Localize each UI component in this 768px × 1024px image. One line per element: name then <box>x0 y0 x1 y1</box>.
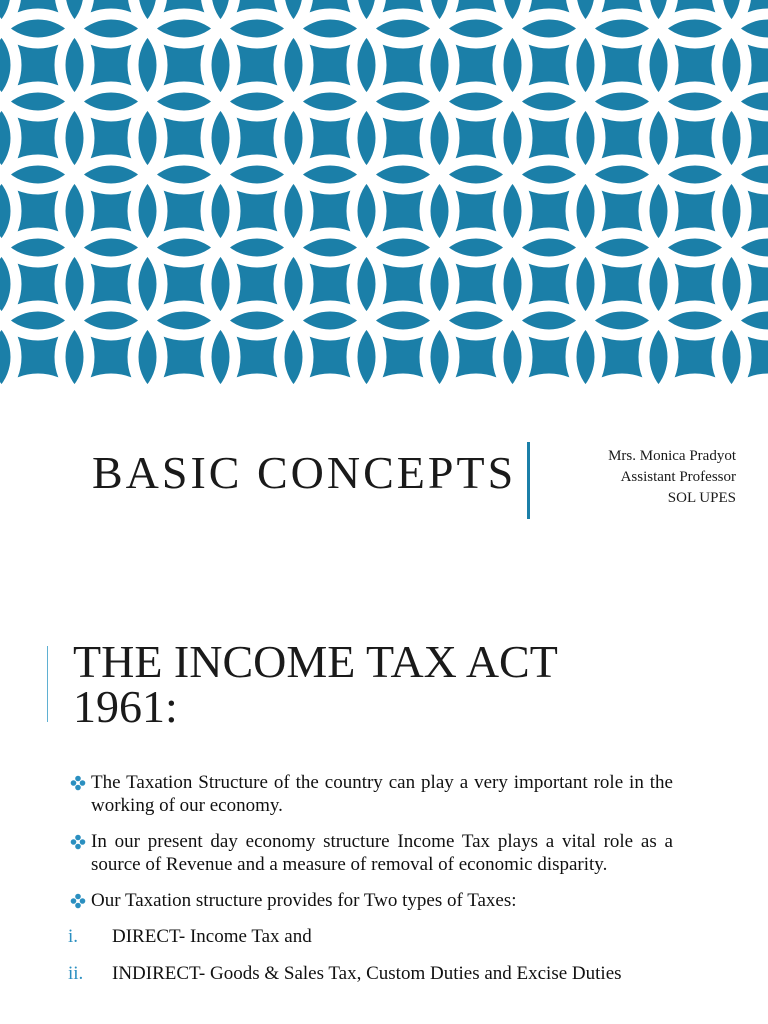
bullet-item <box>70 771 673 817</box>
numbered-text: DIRECT- Income Tax and <box>112 926 312 947</box>
numbered-marker: i. <box>68 926 79 947</box>
diamond-bullet-icon <box>70 893 86 909</box>
bullet-text: In our present day economy structure Income Tax plays a vital role as a source of Revenue and a measure of removal of economic disparity. <box>91 831 673 875</box>
author-name: Mrs. Monica Pradyot <box>608 448 736 464</box>
bullet-item <box>70 830 673 876</box>
content-title <box>73 636 693 732</box>
bullet-item <box>70 889 673 912</box>
content-title-line2: 1961: <box>73 681 178 732</box>
title-divider <box>527 442 530 519</box>
numbered-text: INDIRECT- Goods & Sales Tax, Custom Duties and Excise Duties <box>112 963 622 984</box>
title-accent-line <box>47 646 48 722</box>
diamond-bullet-icon <box>70 775 86 791</box>
content-body <box>70 771 673 999</box>
bullet-text: The Taxation Structure of the country can play a very important role in the working of our economy. <box>91 772 673 816</box>
title-slide <box>0 384 768 599</box>
author-institution: SOL UPES <box>667 490 736 506</box>
cover-pattern-banner <box>0 0 768 384</box>
numbered-marker: ii. <box>68 963 84 984</box>
numbered-item <box>70 962 673 985</box>
author-block <box>608 446 736 509</box>
diamond-bullet-icon <box>70 834 86 850</box>
author-role: Assistant Professor <box>620 469 736 485</box>
content-title-line1: THE INCOME TAX ACT <box>73 636 558 687</box>
numbered-item <box>70 925 673 948</box>
content-slide <box>0 599 768 1024</box>
slide-title: BASIC CONCEPTS <box>92 447 517 498</box>
bullet-text: Our Taxation structure provides for Two types of Taxes: <box>91 890 517 911</box>
